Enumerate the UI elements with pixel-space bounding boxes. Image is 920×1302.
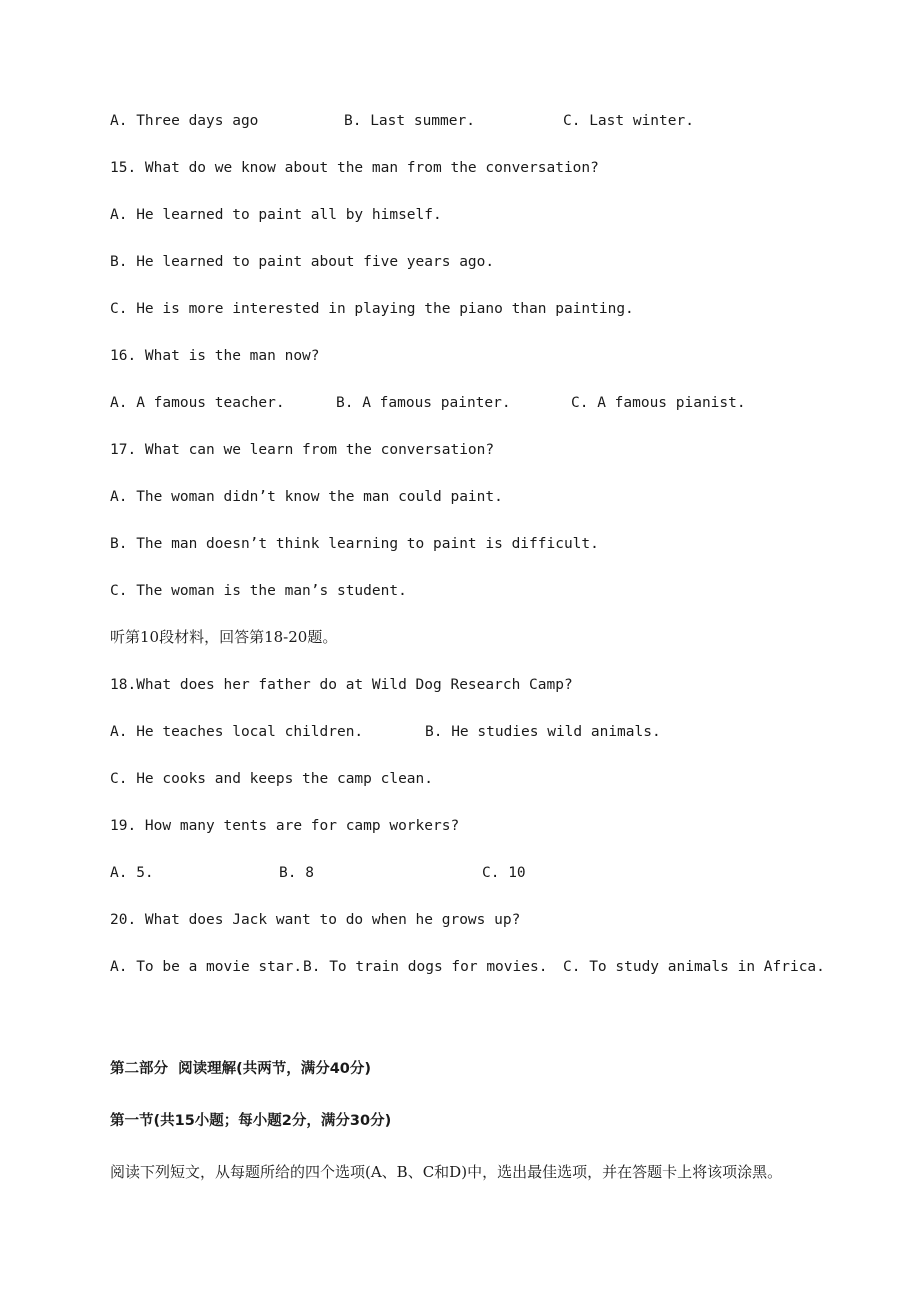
q20-stem: 20. What does Jack want to do when he grows up? bbox=[110, 912, 521, 928]
q14-option-b: B. Last summer. bbox=[344, 113, 475, 129]
instructions: 阅读下列短文，从每题所给的四个选项(A、B、C和D)中，选出最佳选项，并在答题卡上将该项涂黑。 bbox=[110, 1163, 783, 1181]
q19-option-b: B. 8 bbox=[279, 865, 314, 881]
q15-stem: 15. What do we know about the man from the conversation? bbox=[110, 160, 599, 176]
q16-option-b: B. A famous painter. bbox=[336, 395, 511, 411]
q14-option-c: C. Last winter. bbox=[563, 113, 694, 129]
q16-option-a: A. A famous teacher. bbox=[110, 395, 285, 411]
q16-stem: 16. What is the man now? bbox=[110, 348, 320, 364]
section-note: 听第10段材料，回答第18-20题。 bbox=[110, 628, 338, 646]
q17-option-a: A. The woman didn’t know the man could paint. bbox=[110, 489, 503, 505]
q17-option-c: C. The woman is the man’s student. bbox=[110, 583, 407, 599]
q15-option-c: C. He is more interested in playing the piano than painting. bbox=[110, 301, 634, 317]
q18-stem: 18.What does her father do at Wild Dog Research Camp? bbox=[110, 677, 573, 693]
q18-option-a: A. He teaches local children. bbox=[110, 724, 364, 740]
q19-option-a: A. 5. bbox=[110, 865, 154, 881]
q19-stem: 19. How many tents are for camp workers? bbox=[110, 818, 460, 834]
section1-title: 第一节(共15小题；每小题2分，满分30分) bbox=[110, 1113, 392, 1129]
q16-option-c: C. A famous pianist. bbox=[571, 395, 746, 411]
q17-stem: 17. What can we learn from the conversation? bbox=[110, 442, 495, 458]
q20-option-a: A. To be a movie star. bbox=[110, 959, 303, 975]
part2-title: 第二部分 阅读理解(共两节，满分40分) bbox=[110, 1061, 372, 1077]
q19-option-c: C. 10 bbox=[482, 865, 526, 881]
q15-option-b: B. He learned to paint about five years ago. bbox=[110, 254, 495, 270]
q18-option-c: C. He cooks and keeps the camp clean. bbox=[110, 771, 434, 787]
q15-option-a: A. He learned to paint all by himself. bbox=[110, 207, 442, 223]
q20-option-b: B. To train dogs for movies. bbox=[303, 959, 548, 975]
q14-option-a: A. Three days ago bbox=[110, 113, 259, 129]
q20-option-c: C. To study animals in Africa. bbox=[563, 959, 825, 975]
q18-option-b: B. He studies wild animals. bbox=[425, 724, 661, 740]
q17-option-b: B. The man doesn’t think learning to paint is difficult. bbox=[110, 536, 599, 552]
